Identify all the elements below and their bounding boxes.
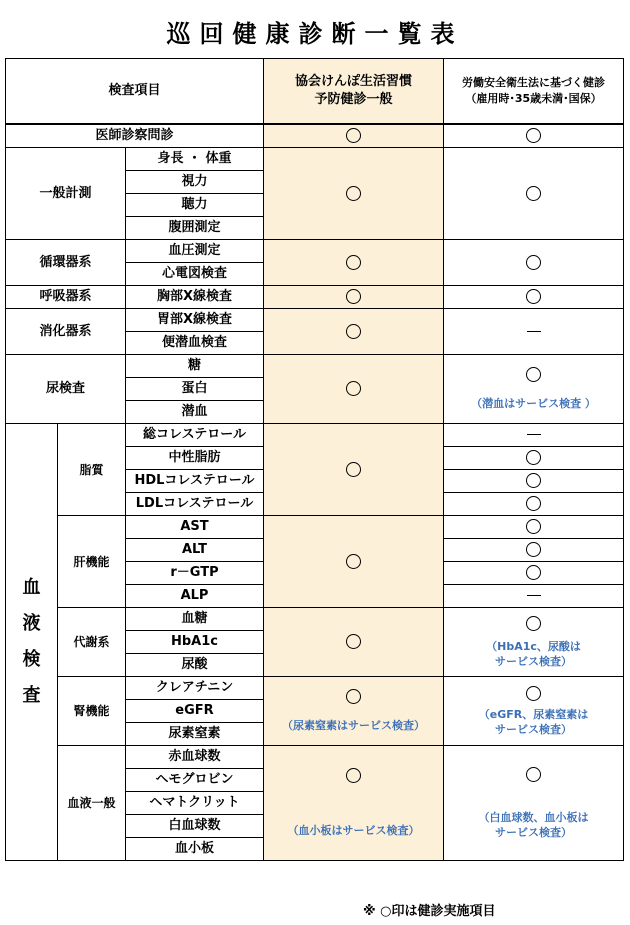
mark-circle bbox=[264, 608, 444, 677]
group-shoka: 消化器系 bbox=[6, 309, 126, 355]
item-cell: HbA1c bbox=[126, 631, 264, 654]
subgroup-jin: 腎機能 bbox=[58, 677, 126, 746]
mark-circle bbox=[444, 447, 624, 470]
mark-dash bbox=[444, 585, 624, 608]
mark-circle bbox=[264, 240, 444, 286]
item-cell: AST bbox=[126, 516, 264, 539]
group-kokyu: 呼吸器系 bbox=[6, 286, 126, 309]
item-cell: 胸部X線検査 bbox=[126, 286, 264, 309]
item-cell: LDLコレステロール bbox=[126, 493, 264, 516]
header-rodo: 労働安全衛生法に基づく健診 （雇用時･35歳未満･国保） bbox=[444, 59, 624, 125]
mark-dash bbox=[444, 424, 624, 447]
mark-circle bbox=[264, 309, 444, 355]
mark-circle bbox=[444, 470, 624, 493]
item-cell: 身長 ・ 体重 bbox=[126, 148, 264, 171]
group-nyo: 尿検査 bbox=[6, 355, 126, 424]
item-cell: ALP bbox=[126, 585, 264, 608]
item-cell: ALT bbox=[126, 539, 264, 562]
item-cell: 視力 bbox=[126, 171, 264, 194]
item-cell: 心電図検査 bbox=[126, 263, 264, 286]
page-title: 巡回健康診断一覧表 bbox=[166, 20, 464, 48]
item-cell: 血圧測定 bbox=[126, 240, 264, 263]
mark-circle-with-note: （HbA1c、尿酸は サービス検査） bbox=[444, 608, 624, 677]
item-cell: HDLコレステロール bbox=[126, 470, 264, 493]
group-ippan: 一般計測 bbox=[6, 148, 126, 240]
footnote: ※ ○印は健診実施項目 bbox=[363, 904, 496, 919]
item-cell: 便潜血検査 bbox=[126, 332, 264, 355]
mark-circle bbox=[444, 124, 624, 148]
item-cell: 赤血球数 bbox=[126, 746, 264, 769]
item-cell: 蛋白 bbox=[126, 378, 264, 401]
item-cell: 血糖 bbox=[126, 608, 264, 631]
mark-circle-with-note: （尿素窒素はサービス検査） bbox=[264, 677, 444, 746]
header-kyokai: 協会けんぽ生活習慣 予防健診一般 bbox=[264, 59, 444, 125]
item-cell: 潜血 bbox=[126, 401, 264, 424]
subgroup-ketsu: 血液一般 bbox=[58, 746, 126, 861]
row-ishi: 医師診察問診 bbox=[6, 124, 264, 148]
mark-circle bbox=[264, 355, 444, 424]
mark-circle bbox=[264, 424, 444, 516]
subgroup-shishitsu: 脂質 bbox=[58, 424, 126, 516]
item-cell: r－GTP bbox=[126, 562, 264, 585]
health-checkup-table bbox=[5, 58, 624, 861]
mark-circle-with-note: （eGFR、尿素窒素は サービス検査） bbox=[444, 677, 624, 746]
item-cell: 胃部X線検査 bbox=[126, 309, 264, 332]
subgroup-taisha: 代謝系 bbox=[58, 608, 126, 677]
mark-circle bbox=[264, 286, 444, 309]
mark-circle bbox=[444, 562, 624, 585]
mark-circle bbox=[444, 493, 624, 516]
item-cell: eGFR bbox=[126, 700, 264, 723]
item-cell: ヘマトクリット bbox=[126, 792, 264, 815]
header-item: 検査項目 bbox=[6, 59, 264, 125]
item-cell: 中性脂肪 bbox=[126, 447, 264, 470]
item-cell: ヘモグロビン bbox=[126, 769, 264, 792]
mark-circle-with-note: （潜血はサービス検査 ） bbox=[444, 355, 624, 424]
mark-circle bbox=[444, 516, 624, 539]
mark-dash bbox=[444, 309, 624, 355]
subgroup-kan: 肝機能 bbox=[58, 516, 126, 608]
item-cell: 総コレステロール bbox=[126, 424, 264, 447]
mark-circle bbox=[264, 148, 444, 240]
mark-circle bbox=[264, 516, 444, 608]
item-cell: 尿酸 bbox=[126, 654, 264, 677]
group-junkan: 循環器系 bbox=[6, 240, 126, 286]
group-ketsueki: 血 液 検 査 bbox=[6, 424, 58, 861]
item-cell: 聴力 bbox=[126, 194, 264, 217]
item-cell: 血小板 bbox=[126, 838, 264, 861]
item-cell: クレアチニン bbox=[126, 677, 264, 700]
mark-circle bbox=[444, 286, 624, 309]
mark-circle-with-note: （白血球数、血小板は サービス検査） bbox=[444, 746, 624, 861]
item-cell: 白血球数 bbox=[126, 815, 264, 838]
mark-circle bbox=[444, 240, 624, 286]
mark-circle bbox=[444, 148, 624, 240]
item-cell: 糖 bbox=[126, 355, 264, 378]
item-cell: 腹囲測定 bbox=[126, 217, 264, 240]
mark-circle bbox=[444, 539, 624, 562]
item-cell: 尿素窒素 bbox=[126, 723, 264, 746]
mark-circle bbox=[264, 124, 444, 148]
mark-circle-with-note: （血小板はサービス検査） bbox=[264, 746, 444, 861]
